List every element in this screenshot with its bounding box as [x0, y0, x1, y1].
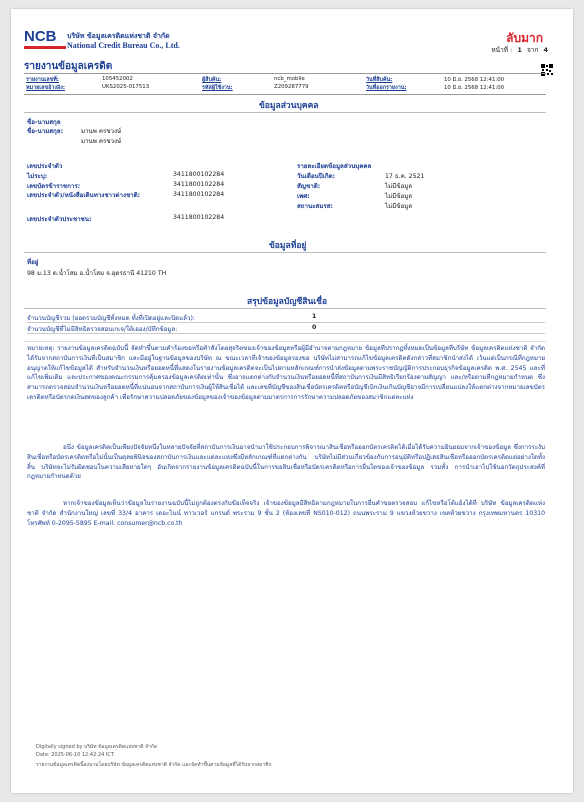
total-accounts-value: 1 — [312, 313, 317, 320]
reference-number-value: UKS2025-017513 — [102, 84, 150, 90]
name-value: มานพ ครชวงษ์ — [81, 128, 122, 135]
ncb-logo-text: NCB — [24, 28, 57, 45]
marital-status-label: สถานะสมรส: — [297, 203, 333, 210]
confidential-label: ลับมาก — [506, 31, 543, 45]
page-of: จาก — [526, 46, 539, 54]
id-label: เลขประจำตัว/หนังสือเดินทางชาวต่างชาติ: — [27, 192, 141, 199]
id-value: 3411800102284 — [173, 171, 225, 178]
id-heading: เลขประจำตัว — [27, 163, 63, 170]
page-total: 4 — [543, 46, 548, 54]
name-label: ชื่อ-นามสกุล: — [27, 128, 64, 135]
disclaimer-paragraph-2: อนึ่ง ข้อมูลเครดิตเป็นเพียงปัจจัยหนึ่งในหลายปัจจัยที่สถาบันการเงินอาจนำมาใช้ประกอบการพิจารณาสินเชื่อหรือออกบัตรเครดิตได้เมื่อได้รับความยินยอมจากเจ้าของข้อมูล ซึ่งการระงับสินเชื่อหรือบัตรเครดิตหรือไม่นั้นเป็นดุลยพินิจของสถาบันการเงินและแต่ละแห่งซึ่งมีหลักเกณฑ์ที่แตกต่างกัน บริษัทไม่มีส่วนเกี่ยวข้องกับการอนุมัติหรือปฏิเสธสินเชื่อหรือออกบัตรเครดิตแต่อย่างใดทั้งสิ้น บริษัทจะไม่รับผิดชอบในความเสียหายใดๆ อันเกิดจากรายงานข้อมูลเครดิตฉบับนี้ในการขอสินเชื่อหรือบัตรเครดิตหรือการยื่นใดของเจ้าของข้อมูล รวมทั้ง การนำเอาไปใช้นอกวัตถุประสงค์ที่กฎหมายกำหนดด้วย — [27, 444, 545, 481]
section-divider — [24, 341, 546, 342]
section-title-personal: ข้อมูลส่วนบุคคล — [259, 101, 319, 111]
table-row — [27, 324, 545, 334]
id-value: 3411800102284 — [173, 181, 225, 188]
meta-row — [24, 84, 546, 91]
restricted-accounts-label: จำนวนบัญชีที่ไม่มีสิทธิตรวจสอบเกเจ/ใต้เออง/บัทึกข้อมูล: — [27, 326, 178, 333]
signature-note: รายงานข้อมูลเครดิตนี้ลงนามโดยบริษัท ข้อมูลเครดิตแห่งชาติ จำกัด และจัดทำขึ้นตามข้อมูลที่ได้รับจากสมาชิก — [36, 762, 272, 768]
gender-label: เพศ: — [297, 193, 310, 200]
section-title-address: ข้อมูลที่อยู่ — [269, 241, 307, 251]
page-number — [491, 45, 551, 55]
inquiry-date-label: วันที่สืบค้น: — [366, 77, 393, 83]
user-id-value: Z209287779 — [274, 84, 309, 90]
gender-value: ไม่มีข้อมูล — [385, 193, 413, 200]
section-title-summary: สรุปข้อมูลบัญชีสินเชื่อ — [247, 297, 328, 307]
report-title: รายงานข้อมูลเครดิต — [24, 61, 113, 72]
section-divider — [24, 308, 546, 309]
inquirer-value: ncb_mobile — [274, 76, 305, 82]
ncb-logo — [24, 29, 68, 49]
divider — [24, 73, 546, 74]
birth-date-label: วันเดือนปีเกิด: — [297, 173, 336, 180]
report-page — [11, 9, 573, 793]
company-name-en: National Credit Bureau Co., Ltd. — [67, 41, 180, 50]
inquiry-date-value: 10 มิ.ย. 2568 12:41:00 — [444, 77, 505, 83]
user-id-label: รหัสผู้ใช้งาน: — [202, 85, 233, 91]
inquirer-label: ผู้สืบค้น: — [202, 77, 222, 83]
personal-detail-heading: รายละเอียดข้อมูลส่วนบุคคล — [297, 163, 372, 170]
id-value: 3411800102284 — [173, 214, 225, 221]
report-number-label: รายงานเลขที่: — [26, 77, 59, 83]
nationality-label: สัญชาติ: — [297, 183, 321, 190]
marital-status-value: ไม่มีข้อมูล — [385, 203, 413, 210]
id-label: ไม่ระบุ: — [27, 173, 48, 180]
reference-number-label: หมายเลขอ้างอิง: — [26, 85, 66, 91]
digital-signature-line: Digitally signed by บริษัท ข้อมูลเครดิตแห่งชาติ จำกัด — [36, 744, 158, 750]
nationality-value: ไม่มีข้อมูล — [385, 183, 413, 190]
id-value: 3411800102284 — [173, 191, 225, 198]
ncb-logo-bar — [24, 46, 66, 49]
page-label: หน้าที่ : — [491, 46, 513, 54]
page-current: 1 — [517, 46, 522, 54]
section-divider — [24, 252, 546, 253]
qr-code-icon — [541, 64, 553, 76]
restricted-accounts-value: 0 — [312, 324, 317, 331]
report-number-value: 105452002 — [102, 76, 133, 82]
section-divider — [24, 112, 546, 113]
address-heading: ที่อยู่ — [27, 259, 39, 266]
signature-date: Date: 2025-06-10 12:42:24 ICT — [36, 752, 114, 758]
name-heading: ชื่อ-นามสกุล — [27, 119, 61, 126]
issue-date-value: 10 มิ.ย. 2568 12:41:00 — [444, 85, 505, 91]
table-row — [27, 313, 545, 323]
address-value: 98 ม.13 ต.น้ำโสม อ.น้ำโสม จ.อุดรธานี 41210 TH — [27, 270, 167, 277]
total-accounts-label: จำนวนบัญชีรวม (ยอดรวมบัญชีทั้งหมด ทั้งที่เปิดอยู่และปิดแล้ว): — [27, 315, 195, 322]
dispute-contact-paragraph: หากเจ้าของข้อมูลเห็นว่าข้อมูลในรายงานฉบับนี้ไม่ถูกต้องตรงกับข้อเท็จจริง เจ้าของข้อมูลมีสิทธิตามกฎหมายในการยื่นคำขอตรวจสอบ แก้ไขหรือโต้แย้งได้ที่ บริษัท ข้อมูลเครดิตแห่งชาติ จำกัด สำนักงานใหญ่ เลขที่ 33/4 อาคาร เดอะไนน์ ทาวเวอร์ แกรนด์ พระราม 9 ชั้น 2 (ห้องเลขที่ NS010-012) ถนนพระราม 9 แขวงห้วยขวาง เขตห้วยขวาง กรุงเทพมหานคร 10310 โทรศัพท์ 0-2095-5895 E-mail: consumer@ncb.co.th — [27, 500, 545, 527]
summary-table — [27, 313, 545, 334]
name-value-alt: มานพ ครชวงษ์ — [81, 138, 122, 145]
id-label: เลขบัตรข้าราชการ: — [27, 183, 81, 190]
meta-row — [24, 76, 546, 83]
id-label: เลขประจำตัวประชาชน: — [27, 216, 92, 223]
company-name-th: บริษัท ข้อมูลเครดิตแห่งชาติ จำกัด — [67, 32, 170, 40]
issue-date-label: วันที่ออกรายงาน: — [366, 85, 407, 91]
birth-date-value: 17 ธ.ค. 2521 — [385, 173, 425, 180]
divider — [24, 94, 546, 95]
disclaimer-paragraph-1: หมายเหตุ: รายงานข้อมูลเครดิตฉบับนี้ จัดทำขึ้นตามคำร้องขอหรือคำสั่งโดยสุจริตของเจ้าของข้อมูลหรือผู้มีอำนาจตามกฎหมาย ข้อมูลที่ปรากฏทั้งหมดเป็นข้อมูลที่บริษัท ข้อมูลเครดิตแห่งชาติ จำกัด ได้รับจากสถาบันการเงินที่เป็นสมาชิก และมีอยู่ในฐานข้อมูลของบริษัท ณ ขณะเวลาที่เจ้าของข้อมูลรองขอ บริษัทไม่สามารถแก้ไขข้อมูลเครดิตดังกล่าวที่สมาชิกนำส่งได้ เว้นแต่เป็นกรณีที่กฎหมายอนุญาตให้แก้ไขข้อมูลได้ สำหรับจำนวนเงินหรือยอดหนี้ที่แสดงในรายงานข้อมูลเครดิตจะเป็นไปตามหลักเกณฑ์การนำส่งข้อมูลตามพระราชบัญญัติการประกอบธุรกิจข้อมูลเครดิต พ.ศ. 2545 และที่แก้ไขเพิ่มเติม และประกาศของคณะกรรมการคุ้มครองข้อมูลเครดิตเท่านั้น ซึ่งอาจแตกต่างกับจำนวนเงินหรือยอดหนี้ที่สถาบันการเงินมีสิทธิเรียกร้องตามสัญญา และ/หรือตามที่กฎหมายกำหนด ซึ่งสามารถตรวจสอบจำนวนเงินหรือยอดหนี้ที่แน่นอนจากสถาบันการเงินผู้ให้สินเชื่อได้ และเลขที่บัญชีของสินเชื่อบัตรเครดิตหรือบัญชีเบิกเงินเกินบัญชีอาจมีการเปลี่ยนแปลงให้แตกต่างจากหมายเลขบัตรเครดิตหรือบัตรกดเงินสดของลูกค้า เพื่อรักษาความปลอดภัยของข้อมูลของเจ้าของข้อมูลตามมาตรการการรักษาความปลอดภัยของสมาชิกแต่ละแห่ง — [27, 345, 545, 401]
report-meta — [24, 76, 546, 92]
